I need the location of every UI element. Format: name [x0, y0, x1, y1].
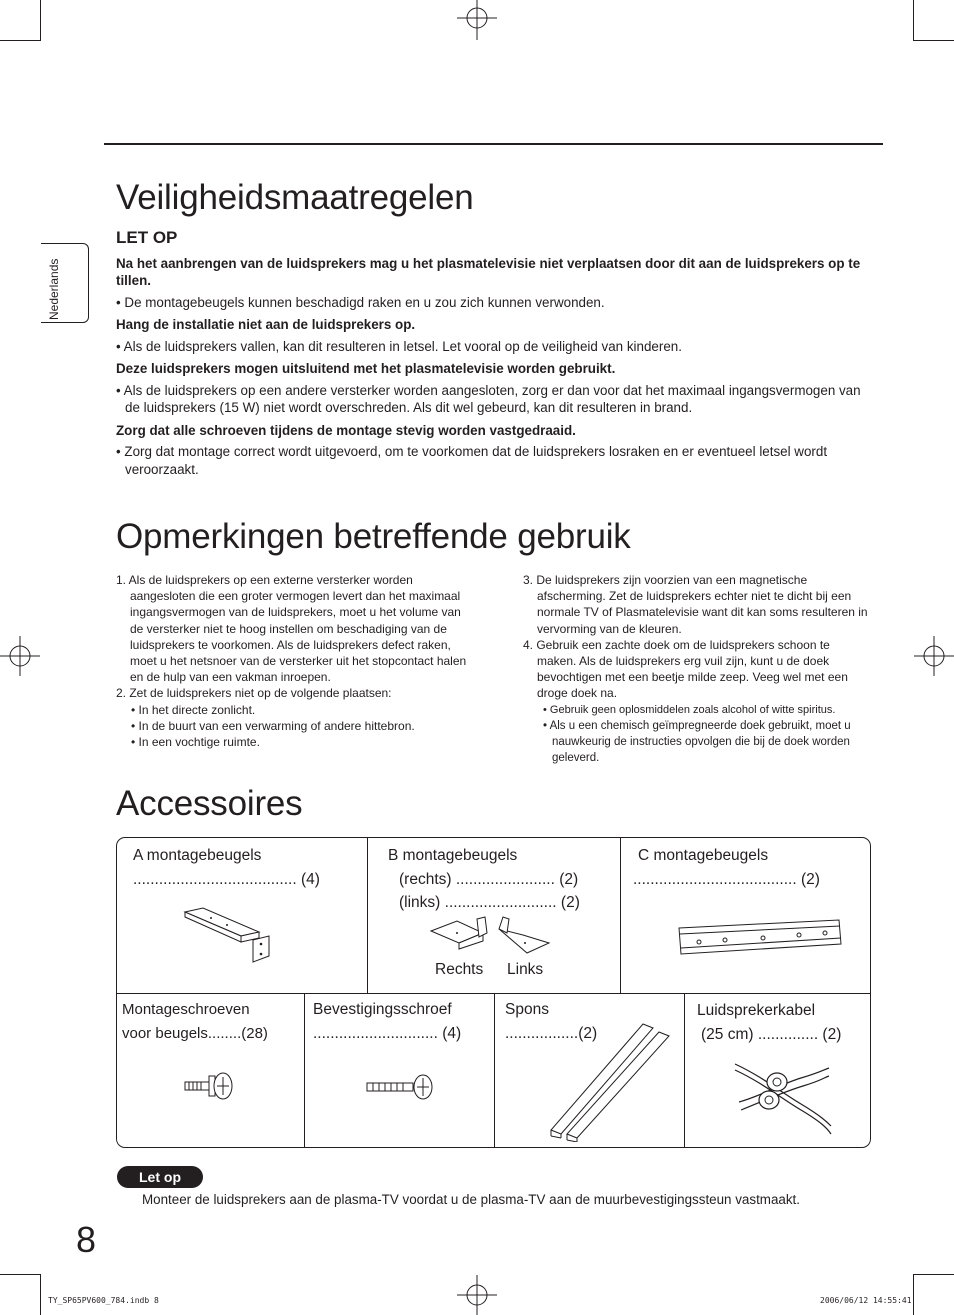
top-rule [104, 143, 883, 145]
bracket-c-icon [677, 918, 843, 966]
accessory-fixing-screw [313, 998, 461, 1045]
safety-title: Veiligheidsmaatregelen [116, 178, 474, 217]
usage-subitem: • Als u een chemisch geïmpregneerde doek gebruikt, moet u nauwkeurig de instructies opvolgen die bij de doek worden geleverd. [543, 719, 851, 765]
usage-item: 3. De luidsprekers zijn voorzien van een magnetische afscherming. Zet de luidsprekers echter niet te dicht bij een normale TV of Plasmatelevisie want dit kan soms resulteren in vervorming van de kleuren. [523, 573, 868, 636]
crop-mark [913, 0, 914, 41]
bracket-a-icon [181, 904, 277, 966]
accessory-c-qty: ...................................... (2) [633, 870, 820, 888]
accessory-screws [122, 998, 268, 1045]
registration-mark-icon [457, 0, 497, 40]
crop-mark [40, 1274, 41, 1315]
usage-item: 1. Als de luidsprekers op een externe versterker worden aangesloten die een groter vermogen levert dan het maximaal ingangsvermogen van de luidsprekers, moet u het volume van de versterker niet te hoog instellen om beschadiging van de luidsprekers te voorkomen. Als de luidsprekers defect raken, moet u het netsnoer van de versterker uit het stopcontact halen en de hulp van een vakman inroepen. [116, 573, 467, 685]
speaker-cable-icon [731, 1056, 835, 1138]
usage-left-column [116, 572, 468, 750]
safety-section [116, 229, 861, 483]
accessory-fixing-screw-name: Bevestigingsschroef [313, 1001, 452, 1018]
safety-bullet: • Als de luidsprekers vallen, kan dit resulteren in letsel. Let vooral op de veiligheid van kinderen. [116, 338, 682, 354]
caution-badge: Let op [117, 1166, 203, 1188]
crop-mark [913, 1274, 954, 1275]
screw-icon [365, 1073, 437, 1101]
page-number: 8 [76, 1219, 97, 1260]
accessory-b-links: (links) .......................... (2) [399, 894, 580, 911]
accessory-screws-name: Montageschroeven [122, 1001, 250, 1018]
safety-bullet: • Zorg dat montage correct wordt uitgevoerd, om te voorkomen dat de luidsprekers losraken en er eventueel letsel wordt veroorzaakt. [116, 444, 828, 477]
usage-title: Opmerkingen betreffende gebruik [116, 517, 631, 556]
accessory-b-rechts: (rechts) ....................... (2) [399, 870, 579, 888]
safety-heading: Hang de installatie niet aan de luidsprekers op. [116, 317, 416, 332]
accessory-b-name: B montagebeugels [388, 847, 518, 864]
safety-bullet: • De montagebeugels kunnen beschadigd raken en u zou zich kunnen verwonden. [116, 294, 605, 310]
safety-heading: Deze luidsprekers mogen uitsluitend met het plasmatelevisie worden gebruikt. [116, 361, 616, 376]
safety-heading: Zorg dat alle schroeven tijdens de montage stevig worden vastgedraaid. [116, 422, 576, 438]
accessory-a-qty: ...................................... (4) [133, 870, 320, 888]
sponge-icon [545, 1020, 673, 1142]
usage-item: 2. Zet de luidsprekers niet op de volgende plaatsen: [116, 686, 392, 701]
language-tab [41, 243, 89, 323]
accessory-cable-name: Luidsprekerkabel [697, 1002, 816, 1019]
accessory-screws-qty: voor beugels........(28) [122, 1024, 268, 1042]
accessory-b-caption-links: Links [507, 961, 544, 978]
accessory-a [133, 844, 320, 891]
crop-mark [40, 0, 41, 41]
usage-subitem: • In een vochtige ruimte. [131, 735, 260, 750]
accessory-a-name: A montagebeugels [133, 847, 262, 864]
crop-mark [913, 40, 954, 41]
accessory-c-name: C montagebeugels [638, 847, 769, 864]
usage-right-column [523, 572, 871, 766]
usage-subitem: • In de buurt van een verwarming of andere hittebron. [131, 718, 415, 733]
caution-heading: LET OP [116, 228, 178, 247]
registration-mark-icon [457, 1275, 497, 1315]
accessory-b-caption-rechts: Rechts [435, 961, 484, 978]
registration-mark-icon [0, 636, 40, 676]
caution-note: Monteer de luidsprekers aan de plasma-TV voordat u de plasma-TV aan de muurbevestigingssteun vastmaakt. [142, 1192, 800, 1207]
accessory-sponge-qty: .................(2) [505, 1024, 598, 1042]
accessory-c [633, 844, 820, 891]
safety-heading: Na het aanbrengen van de luidsprekers mag u het plasmatelevisie niet verplaatsen door dit aan de luidsprekers op te tillen. [116, 255, 861, 288]
usage-item: 4. Gebruik een zachte doek om de luidsprekers schoon te maken. Als de luidsprekers erg vuil zijn, kunt u de doek bevochtigen met een beetje milde zeep. Veeg wel met een droge doek na. [523, 637, 848, 701]
accessory-b [388, 844, 580, 915]
accessory-fixing-screw-qty: ............................. (4) [313, 1024, 462, 1042]
registration-mark-icon [914, 636, 954, 676]
footer-file: TY_SP65PV600_784.indb 8 [48, 1296, 159, 1305]
usage-subitem: • In het directe zonlicht. [131, 702, 256, 717]
safety-bullet: • Als de luidsprekers op een andere versterker worden aangesloten, zorg er dan voor dat het maximaal ingangsvermogen van de luidsprekers (15 W) niet wordt overschreden. Als dit wel gebeurd, kan dit resulteren in brand. [116, 382, 861, 415]
language-tab-label: Nederlands [47, 258, 61, 320]
accessories-title: Accessoires [116, 784, 303, 823]
crop-mark [0, 1274, 41, 1275]
accessories-table [116, 837, 871, 1148]
accessory-cable [697, 999, 841, 1046]
usage-subitem: • Gebruik geen oplosmiddelen zoals alcohol of witte spiritus. [543, 703, 836, 716]
screw-icon [183, 1071, 239, 1101]
footer-timestamp: 2006/06/12 14:55:41 [820, 1296, 912, 1305]
accessory-cable-qty: (25 cm) .............. (2) [701, 1025, 842, 1043]
bracket-b-icon [427, 913, 553, 957]
accessory-sponge-name: Spons [505, 1001, 549, 1018]
crop-mark [0, 40, 41, 41]
crop-mark [913, 1274, 914, 1315]
